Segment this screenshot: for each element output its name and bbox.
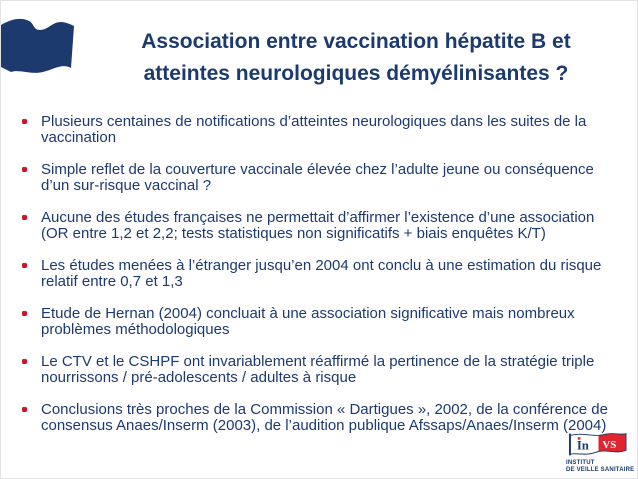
invs-flag-icon xyxy=(568,430,628,458)
invs-logo-text-in: In xyxy=(576,438,589,453)
flag-icon xyxy=(1,11,75,73)
slide-title xyxy=(1,1,637,90)
bullet-marker-icon xyxy=(22,311,27,316)
bullet-item xyxy=(21,258,623,290)
bullet-text: Conclusions très proches de la Commission « Dartigues », 2002, de la conférence de consensus Anaes/Inserm (2003), de l’audition publique Afssaps/Anaes/Inserm (2004) xyxy=(41,401,608,434)
bullet-text: Etude de Hernan (2004) concluait à une association significative mais nombreux problèmes méthodologiques xyxy=(41,305,575,338)
bullet-marker-icon xyxy=(22,119,27,124)
bullet-marker-icon xyxy=(22,359,27,364)
bullet-item xyxy=(21,306,623,338)
invs-logo-text-vs: VS xyxy=(602,438,617,451)
slide-header xyxy=(1,1,637,90)
slide-title-line-1: Association entre vaccination hépatite B et xyxy=(141,30,571,53)
invs-caption xyxy=(566,460,635,473)
bullet-item xyxy=(21,162,623,194)
invs-caption-line-1: INSTITUT xyxy=(566,460,595,466)
bullet-text: Plusieurs centaines de notifications d’atteintes neurologiques dans les suites de la vaccination xyxy=(41,113,587,146)
bullet-item xyxy=(21,354,623,386)
bullet-text: Les études menées à l’étranger jusqu’en 2004 ont conclu à une estimation du risque relatif entre 0,7 et 1,3 xyxy=(41,257,602,290)
bullet-list xyxy=(21,114,623,434)
bullet-marker-icon xyxy=(22,215,27,220)
bullet-text: Le CTV et le CSHPF ont invariablement réaffirmé la pertinence de la stratégie triple nourrissons / pré-adolescents / adultes à risque xyxy=(41,353,595,386)
bullet-text: Aucune des études françaises ne permettait d’affirmer l’existence d’une association (OR entre 1,2 et 2,2; tests statistiques non significatifs + biais enquêtes K/T) xyxy=(41,209,595,242)
bullet-marker-icon xyxy=(22,263,27,268)
invs-caption-line-2: DE VEILLE SANITAIRE xyxy=(566,466,635,473)
bullet-text: Simple reflet de la couverture vaccinale élevée chez l’adulte jeune ou conséquence d’un sur-risque vaccinal ? xyxy=(41,161,594,194)
invs-logo xyxy=(566,430,635,473)
slide-title-line-2: atteintes neurologiques démyélinisantes ? xyxy=(143,62,569,85)
bullet-item xyxy=(21,402,623,434)
bullet-item xyxy=(21,210,623,242)
bullet-marker-icon xyxy=(22,167,27,172)
bullet-marker-icon xyxy=(22,407,27,412)
bullet-item xyxy=(21,114,623,146)
